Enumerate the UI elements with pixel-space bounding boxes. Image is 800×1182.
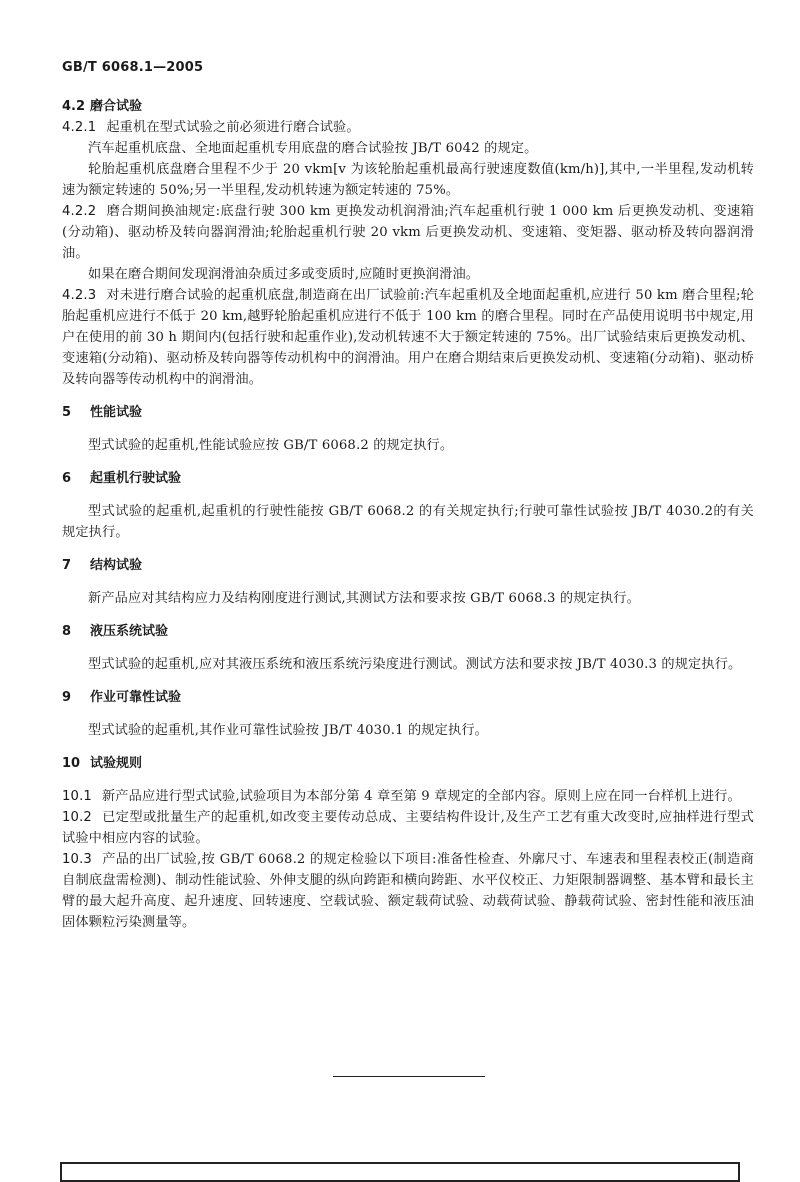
section-title: 结构试验	[90, 558, 143, 573]
section-number: 7	[62, 558, 72, 573]
clause-text: 已定型或批量生产的起重机,如改变主要传动总成、主要结构件设计,及生产工艺有重大改变时,应抽样进行型式试验中相应内容的试验。	[62, 810, 754, 846]
standard-code-header: GB/T 6068.1—2005	[62, 60, 204, 75]
clause-4-2-3	[62, 285, 754, 390]
section-heading-9	[62, 687, 754, 708]
clause-10-1	[62, 786, 754, 807]
section-heading-5	[62, 402, 754, 423]
section-number: 5	[62, 405, 72, 420]
paragraph: 型式试验的起重机,起重机的行驶性能按 GB/T 6068.2 的有关规定执行;行驶可靠性试验按 JB/T 4030.2的有关规定执行。	[62, 504, 754, 540]
clause-number: 10.2	[62, 810, 92, 825]
clause-text: 起重机在型式试验之前必须进行磨合试验。	[106, 120, 360, 135]
section-title: 起重机行驶试验	[90, 471, 182, 486]
clause-text: 磨合期间换油规定:底盘行驶 300 km 更换发动机润滑油;汽车起重机行驶 1 000 km 后更换发动机、变速箱(分动箱)、驱动桥及转向器润滑油;轮胎起重机行驶 20 vkm 后更换发动机、变速箱、变矩器、驱动桥及转向器润滑油。	[62, 204, 754, 261]
section-heading-6	[62, 468, 754, 489]
section-number: 9	[62, 690, 72, 705]
section-number: 10	[62, 756, 81, 771]
section-heading-7	[62, 555, 754, 576]
paragraph: 型式试验的起重机,应对其液压系统和液压系统污染度进行测试。测试方法和要求按 JB/T 4030.3 的规定执行。	[88, 657, 742, 672]
section-title: 液压系统试验	[90, 624, 169, 639]
section-number: 4.2	[62, 99, 86, 114]
clause-text: 新产品应进行型式试验,试验项目为本部分第 4 章至第 9 章规定的全部内容。原则上应在同一台样机上进行。	[101, 789, 741, 804]
clause-text: 产品的出厂试验,按 GB/T 6068.2 的规定检验以下项目:准备性检查、外廓尺寸、车速表和里程表校正(制造商自制底盘需检测)、制动性能试验、外伸支腿的纵向跨距和横向跨距、水平仪校正、力矩限制器调整、基本臂和最长主臂的最大起升高度、起升速度、回转速度、空载试验、额定载荷试验、动载荷试验、静载荷试验、密封性能和液压油固体颗粒污染测量等。	[62, 852, 754, 930]
section-number: 8	[62, 624, 72, 639]
clause-number: 4.2.3	[62, 288, 97, 303]
clause-4-2-2	[62, 201, 754, 264]
paragraph: 轮胎起重机底盘磨合里程不少于 20 vkm[v 为该轮胎起重机最高行驶速度数值(km/h)],其中,一半里程,发动机转速为额定转速的 50%;另一半里程,发动机转速为额定转速的 75%。	[62, 162, 754, 198]
document-body	[62, 96, 754, 933]
end-of-document-rule	[333, 1076, 485, 1077]
paragraph: 如果在磨合期间发现润滑油杂质过多或变质时,应随时更换润滑油。	[88, 267, 480, 282]
section-title: 性能试验	[90, 405, 143, 420]
clause-number: 10.1	[62, 789, 92, 804]
bottom-page-frame	[60, 1162, 740, 1182]
section-heading-4-2	[62, 96, 754, 117]
section-title: 作业可靠性试验	[90, 690, 182, 705]
clause-number: 4.2.1	[62, 120, 97, 135]
clause-text: 对未进行磨合试验的起重机底盘,制造商在出厂试验前:汽车起重机及全地面起重机,应进行 50 km 磨合里程;轮胎起重机应进行不低于 20 km,越野轮胎起重机应进行不低于 100 km 的磨合里程。同时在产品使用说明书中规定,用户在使用的前 30 h 期间内(包括行驶和起重作业),发动机转速不大于额定转速的 75%。出厂试验结束后更换发动机、变速箱(分动箱)、驱动桥及转向器等传动机构中的润滑油。用户在磨合期结束后更换发动机、变速箱(分动箱)、驱动桥及转向器等传动机构中的润滑油。	[62, 288, 754, 387]
paragraph: 新产品应对其结构应力及结构刚度进行测试,其测试方法和要求按 GB/T 6068.3 的规定执行。	[88, 591, 640, 606]
section-title: 磨合试验	[90, 99, 143, 114]
section-number: 6	[62, 471, 72, 486]
section-heading-10	[62, 753, 754, 774]
clause-10-3	[62, 849, 754, 933]
clause-number: 4.2.2	[62, 204, 97, 219]
paragraph: 型式试验的起重机,性能试验应按 GB/T 6068.2 的规定执行。	[88, 438, 454, 453]
clause-10-2	[62, 807, 754, 849]
section-title: 试验规则	[90, 756, 143, 771]
clause-number: 10.3	[62, 852, 92, 867]
clause-4-2-1	[62, 117, 754, 138]
section-heading-8	[62, 621, 754, 642]
paragraph: 型式试验的起重机,其作业可靠性试验按 JB/T 4030.1 的规定执行。	[88, 723, 488, 738]
paragraph: 汽车起重机底盘、全地面起重机专用底盘的磨合试验按 JB/T 6042 的规定。	[88, 141, 538, 156]
